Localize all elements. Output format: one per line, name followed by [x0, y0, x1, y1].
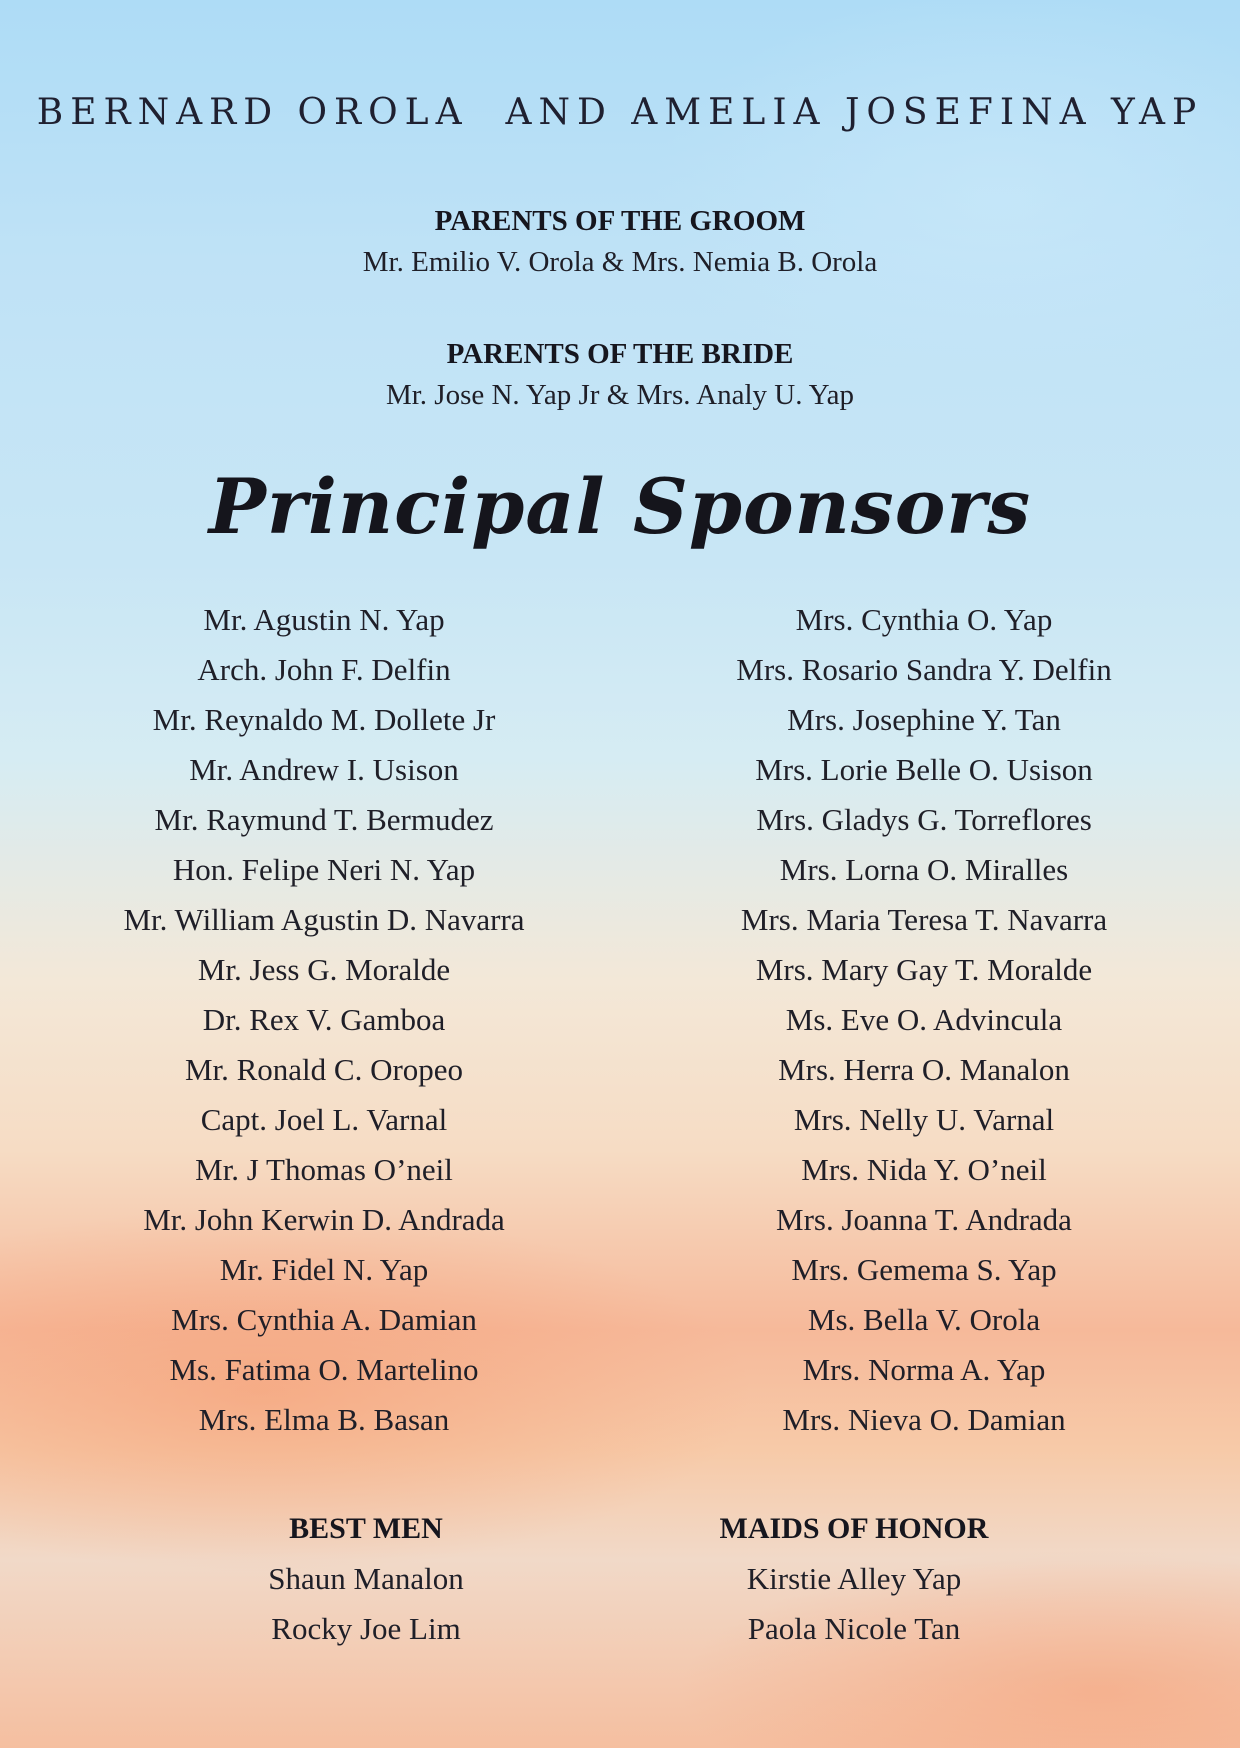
list-item: Mrs. Nelly U. Varnal: [793, 1102, 1055, 1137]
list-item: Mrs. Cynthia A. Damian: [171, 1302, 477, 1337]
list-item: Dr. Rex V. Gamboa: [202, 1002, 446, 1037]
list-item: Capt. Joel L. Varnal: [200, 1102, 448, 1137]
maids-of-honor-heading: MAIDS OF HONOR: [719, 1512, 989, 1545]
list-item: Paola Nicole Tan: [747, 1611, 961, 1646]
list-item: Mr. William Agustin D. Navarra: [123, 902, 525, 937]
list-item: Mr. J Thomas O’neil: [195, 1152, 453, 1187]
principal-sponsors-heading: Principal Sponsors: [208, 462, 1032, 551]
list-item: Mrs. Elma B. Basan: [198, 1402, 450, 1437]
list-item: Mr. Raymund T. Bermudez: [154, 802, 494, 837]
list-item: Mrs. Lorna O. Miralles: [779, 852, 1069, 887]
list-item: Mrs. Mary Gay T. Moralde: [755, 952, 1093, 987]
list-item: Mrs. Herra O. Manalon: [778, 1052, 1070, 1087]
sponsors-left-column: [44, 595, 604, 1445]
list-item: Kirstie Alley Yap: [746, 1561, 962, 1596]
list-item: Rocky Joe Lim: [271, 1611, 461, 1646]
list-item: Mr. Reynaldo M. Dollete Jr: [152, 702, 496, 737]
list-item: Mrs. Gladys G. Torreflores: [756, 802, 1092, 837]
best-men-list: [166, 1554, 566, 1654]
list-item: Mrs. Rosario Sandra Y. Delfin: [736, 652, 1112, 687]
best-men-section: [166, 1512, 566, 1654]
list-item: Ms. Bella V. Orola: [807, 1302, 1041, 1337]
groom-parents-section: [0, 205, 1240, 279]
list-item: Mrs. Nida Y. O’neil: [801, 1152, 1047, 1187]
list-item: Mrs. Maria Teresa T. Navarra: [740, 902, 1108, 937]
bride-parents-heading: PARENTS OF THE BRIDE: [446, 338, 794, 370]
list-item: Mr. John Kerwin D. Andrada: [143, 1202, 505, 1237]
list-item: Mrs. Joanna T. Andrada: [776, 1202, 1072, 1237]
groom-parents-heading: PARENTS OF THE GROOM: [434, 205, 806, 237]
list-item: Hon. Felipe Neri N. Yap: [172, 852, 476, 887]
maids-of-honor-list: [654, 1554, 1054, 1654]
list-item: Mr. Andrew I. Usison: [189, 752, 459, 787]
list-item: Arch. John F. Delfin: [197, 652, 451, 687]
list-item: Mrs. Norma A. Yap: [802, 1352, 1046, 1387]
list-item: Mrs. Lorie Belle O. Usison: [755, 752, 1093, 787]
bride-parents-names: Mr. Jose N. Yap Jr & Mrs. Analy U. Yap: [385, 379, 855, 411]
sponsors-right-column: [644, 595, 1204, 1445]
maids-of-honor-section: [654, 1512, 1054, 1654]
list-item: Mrs. Cynthia O. Yap: [795, 602, 1053, 637]
list-item: Mr. Agustin N. Yap: [203, 602, 445, 637]
list-item: Ms. Fatima O. Martelino: [169, 1352, 479, 1387]
list-item: Mr. Jess G. Moralde: [197, 952, 451, 987]
list-item: Mrs. Gemema S. Yap: [791, 1252, 1057, 1287]
list-item: Mrs. Nieva O. Damian: [782, 1402, 1066, 1437]
best-men-heading: BEST MEN: [289, 1512, 443, 1545]
list-item: Mrs. Josephine Y. Tan: [787, 702, 1061, 737]
list-item: Shaun Manalon: [268, 1561, 464, 1596]
couple-names: BERNARD OROLA AND AMELIA JOSEFINA YAP: [36, 92, 1204, 133]
list-item: Mr. Fidel N. Yap: [219, 1252, 429, 1287]
bride-parents-section: [0, 338, 1240, 412]
list-item: Ms. Eve O. Advincula: [785, 1002, 1063, 1037]
list-item: Mr. Ronald C. Oropeo: [184, 1052, 464, 1087]
groom-parents-names: Mr. Emilio V. Orola & Mrs. Nemia B. Orola: [362, 246, 878, 278]
